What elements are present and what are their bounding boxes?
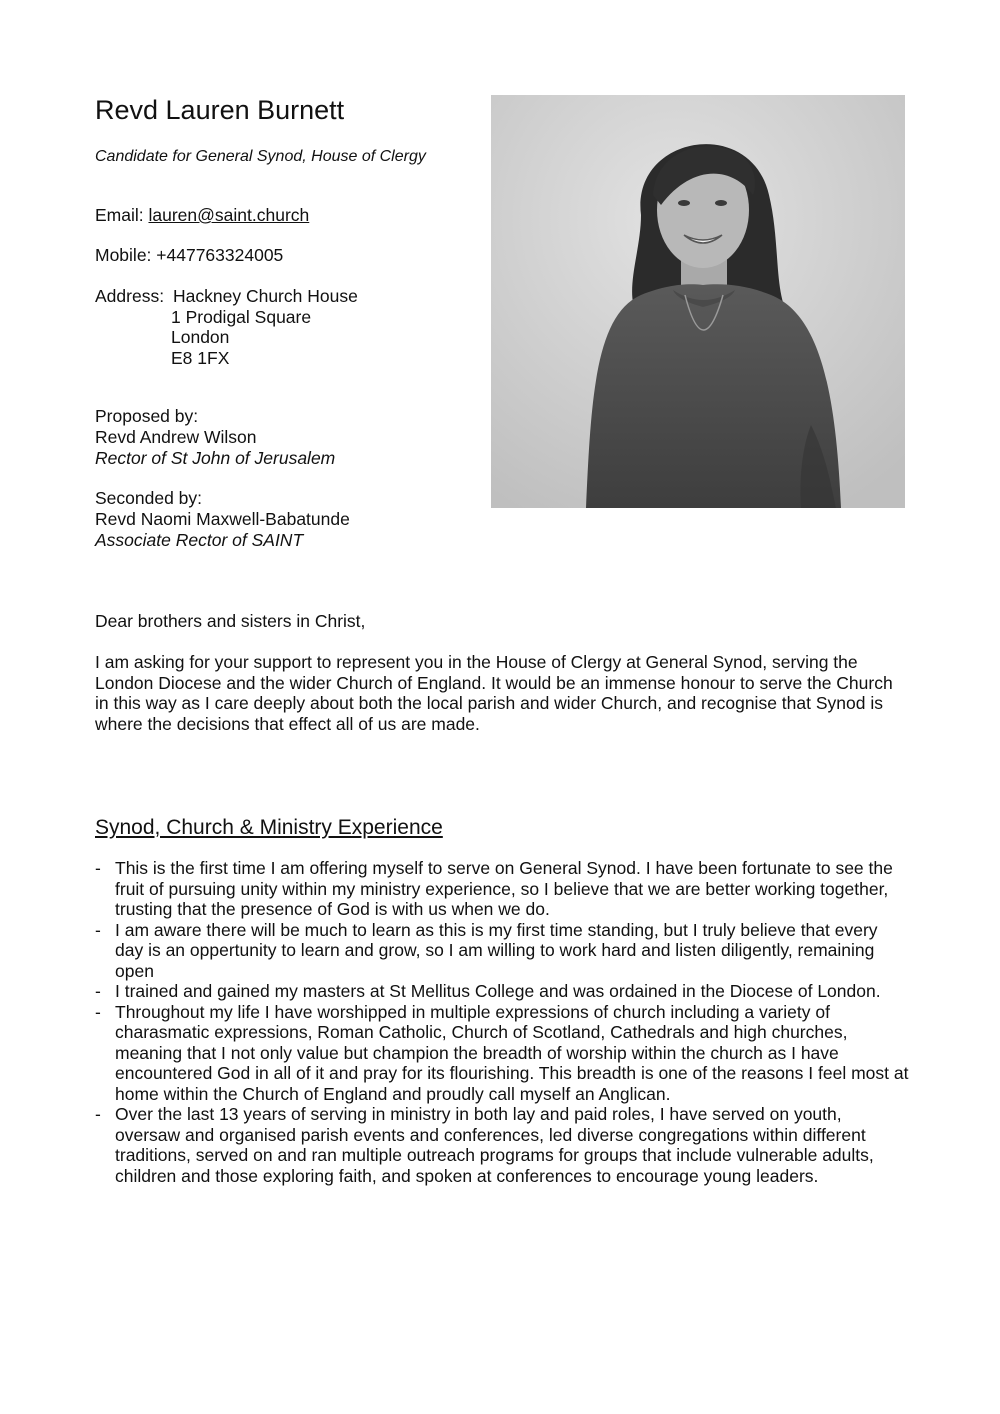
letter-greeting: Dear brothers and sisters in Christ, [95, 611, 366, 631]
seconder-label: Seconded by: [95, 488, 203, 508]
candidate-subtitle: Candidate for General Synod, House of Clergy [95, 148, 426, 165]
candidate-name: Revd Lauren Burnett [95, 95, 345, 125]
experience-list [95, 858, 910, 1186]
proposer-block [95, 406, 335, 469]
email-link[interactable]: lauren@saint.church [148, 205, 310, 225]
experience-heading: Synod, Church & Ministry Experience [95, 816, 443, 839]
seconder-role: Associate Rector of SAINT [95, 530, 304, 550]
proposer-role: Rector of St John of Jerusalem [95, 448, 336, 468]
address-line: Hackney Church House [173, 286, 358, 306]
candidate-portrait-photo [491, 95, 905, 508]
proposer-label: Proposed by: [95, 406, 199, 426]
email-line [95, 205, 309, 226]
list-item [95, 1104, 910, 1186]
list-item-text: Over the last 13 years of serving in ministry in both lay and paid roles, I have served on youth, oversaw and organised parish events and conferences, led diverse congregations within different traditions, served on and ran multiple outreach programs for groups that include vulnerable adults, children and those exploring faith, and spoken at conferences to encourage young leaders. [115, 1104, 874, 1186]
address-label: Address: [95, 286, 165, 306]
bullet-dash: - [95, 981, 101, 1001]
list-item [95, 981, 910, 1002]
bullet-dash: - [95, 1104, 101, 1124]
list-item [95, 920, 910, 982]
letter-intro-paragraph: I am asking for your support to represent you in the House of Clergy at General Synod, serving the London Diocese and the wider Church of England. It would be an immense honour to serve the Church in this way as I care deeply about both the local parish and wider Church, and recognise that Synod is where the decisions that effect all of us are made. [95, 652, 893, 734]
bullet-dash: - [95, 919, 101, 940]
seconder-name: Revd Naomi Maxwell-Babatunde [95, 508, 350, 529]
email-label: Email: [95, 205, 149, 225]
list-item-text: Throughout my life I have worshipped in multiple expressions of church including a variety of charasmatic expressions, Roman Catholic, Church of Scotland, Cathedrals and high churches, meaning that I not only value but champion the breadth of worship within the church as I have encountered God in all of it and pray for its flourishing. This breadth is one of the reasons I feel most at home within the Church of England and proudly call myself an Anglican. [115, 1001, 909, 1104]
list-item [95, 1002, 910, 1105]
list-item-text: I trained and gained my masters at St Mellitus College and was ordained in the Diocese of London. [115, 981, 881, 1001]
proposer-name: Revd Andrew Wilson [95, 426, 257, 447]
list-item [95, 858, 910, 920]
list-item-text: I am aware there will be much to learn as this is my first time standing, but I truly believe that every day is an oppertunity to learn and grow, so I am willing to work hard and listen diligently, remaining open [115, 919, 878, 981]
address-line: 1 Prodigal Square [171, 306, 312, 327]
seconder-block [95, 488, 350, 551]
bullet-dash: - [95, 1001, 101, 1022]
list-item-text: This is the first time I am offering myself to serve on General Synod. I have been fortunate to see the fruit of pursuing unity within my ministry experience, so I believe that we are better working together, trusting that the presence of God is with us when we do. [115, 858, 893, 919]
address-line: E8 1FX [171, 347, 230, 368]
mobile-line: Mobile: +447763324005 [95, 245, 284, 265]
address-line: London [171, 327, 230, 347]
bullet-dash: - [95, 858, 101, 878]
address-block [95, 286, 358, 368]
